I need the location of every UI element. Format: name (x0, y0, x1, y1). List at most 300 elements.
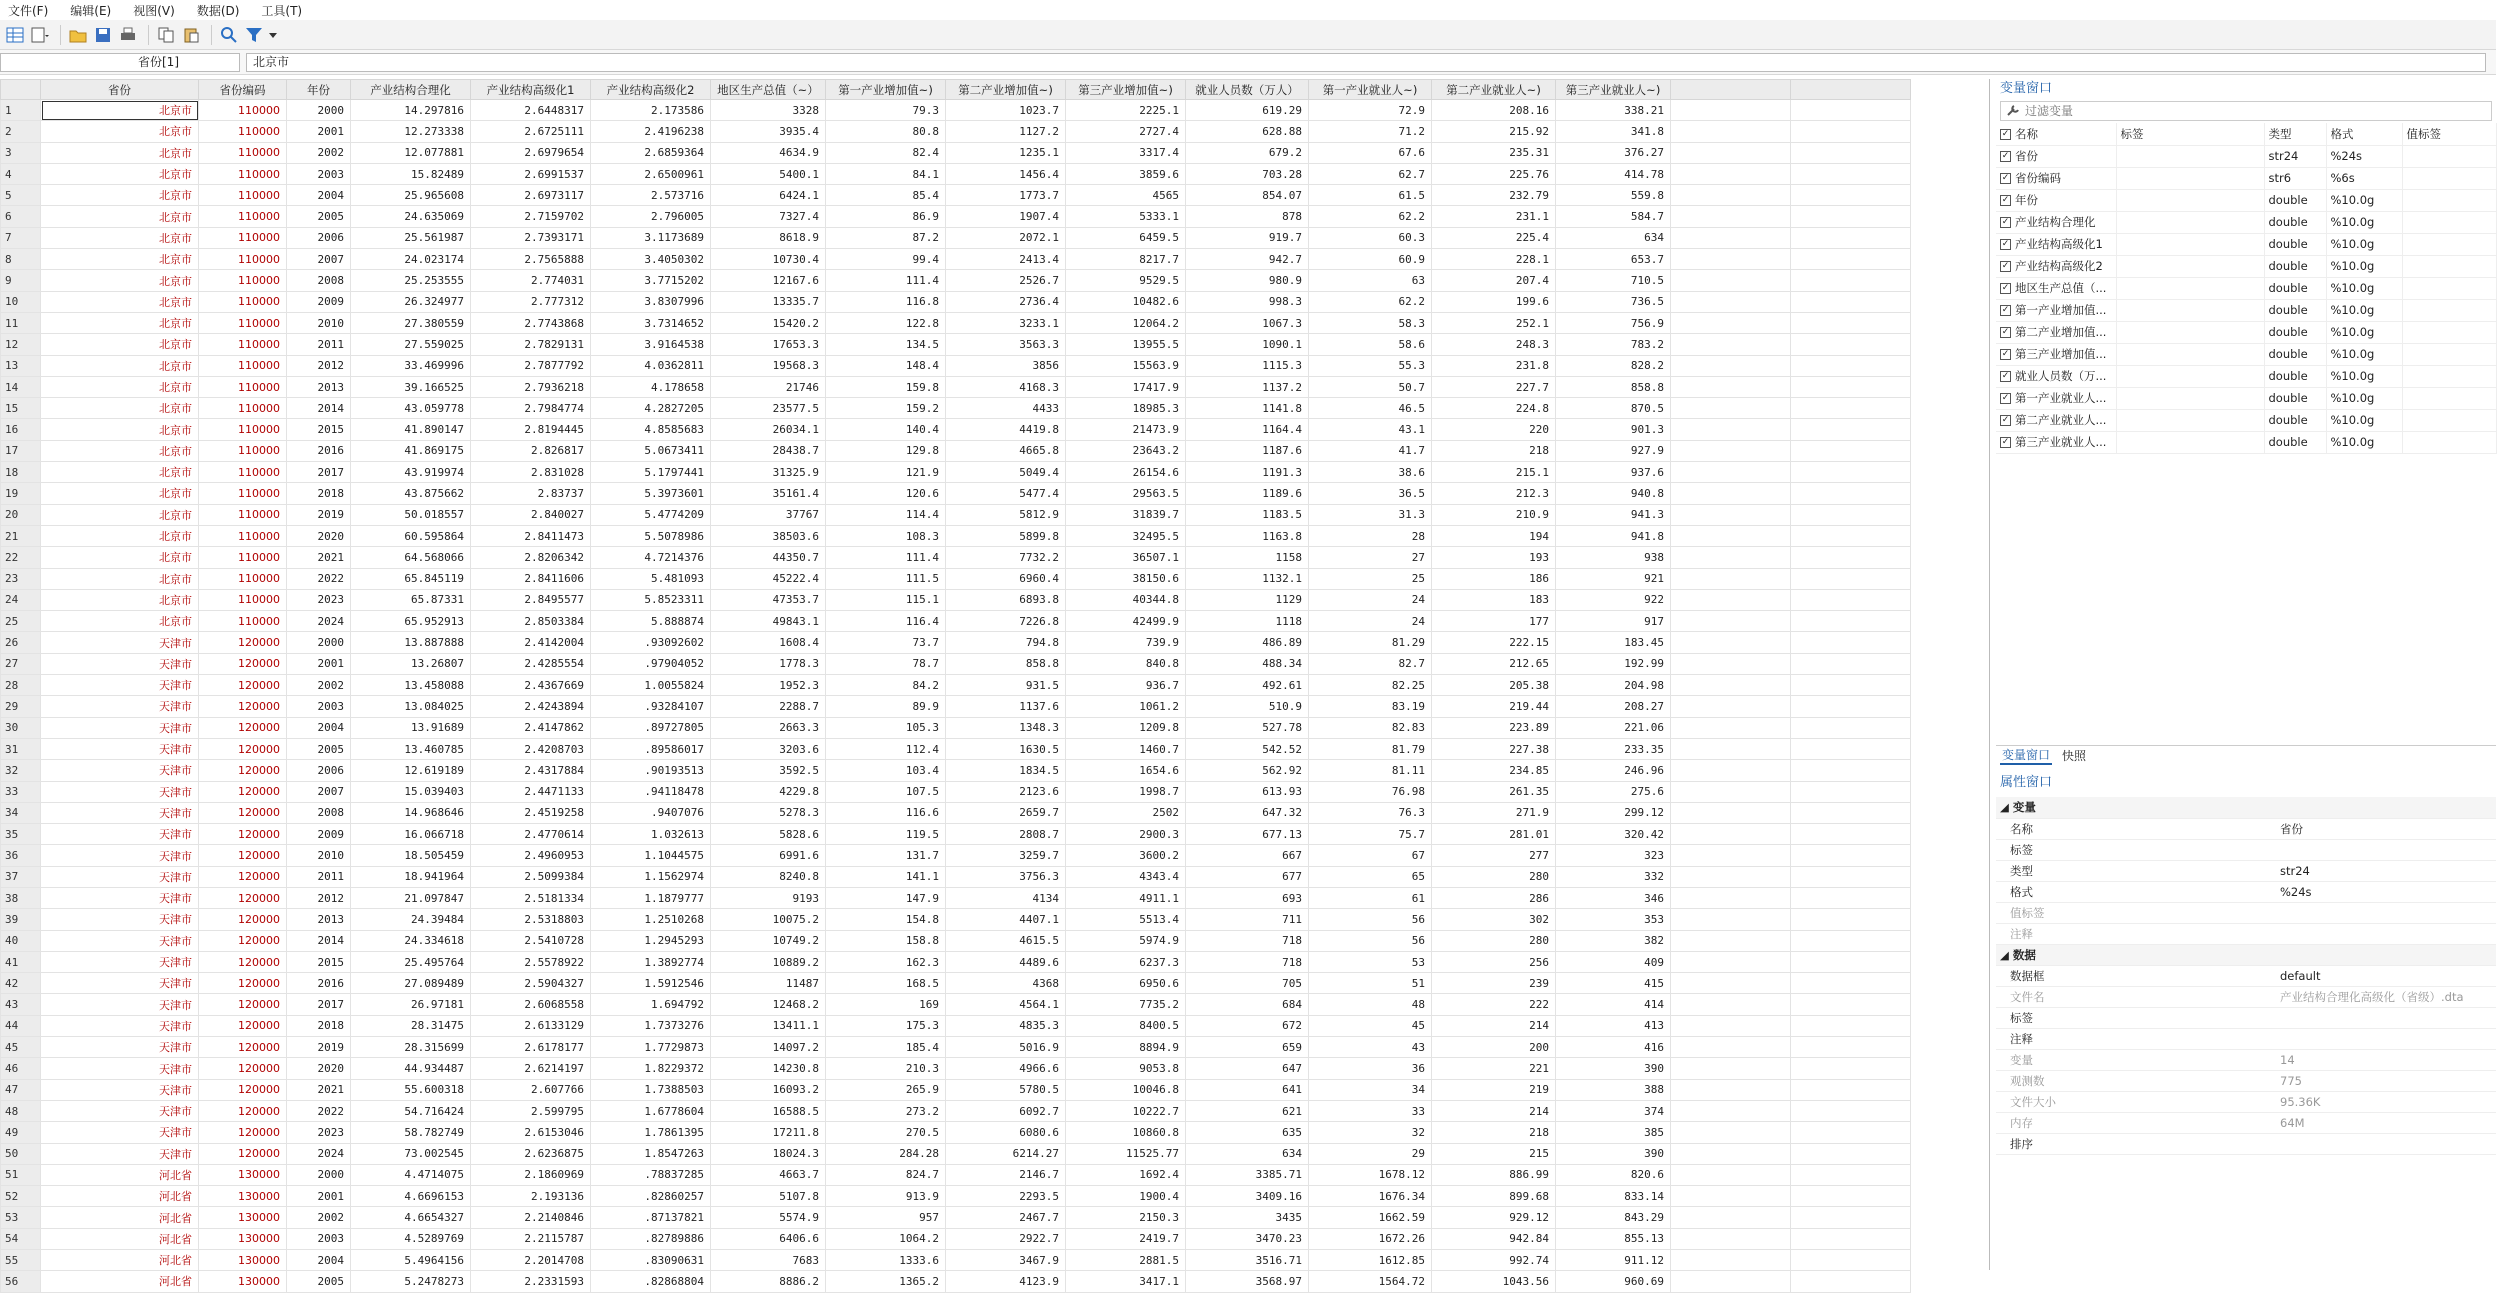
table-cell[interactable]: 23577.5 (711, 398, 826, 419)
table-cell[interactable]: 110000 (199, 142, 287, 163)
empty-cell[interactable] (1671, 909, 1791, 930)
empty-cell[interactable] (1671, 589, 1791, 610)
table-cell[interactable]: 1.6778604 (591, 1100, 711, 1121)
empty-cell[interactable] (1791, 951, 1911, 972)
table-cell[interactable]: 1612.85 (1309, 1250, 1432, 1271)
table-cell[interactable]: 2.8194445 (471, 419, 591, 440)
table-cell[interactable]: 13.458088 (351, 675, 471, 696)
table-cell[interactable]: 4.6696153 (351, 1186, 471, 1207)
table-cell[interactable]: 3592.5 (711, 760, 826, 781)
table-cell[interactable]: 北京市 (41, 355, 199, 376)
table-cell[interactable]: 10046.8 (1066, 1079, 1186, 1100)
table-cell[interactable]: 12.077881 (351, 142, 471, 163)
table-cell[interactable]: 140.4 (826, 419, 946, 440)
table-cell[interactable]: 2727.4 (1066, 121, 1186, 142)
property-row[interactable] (1996, 839, 2496, 860)
table-cell[interactable]: 148.4 (826, 355, 946, 376)
table-cell[interactable]: 231.8 (1432, 355, 1556, 376)
table-cell[interactable]: 2003 (287, 163, 351, 184)
empty-cell[interactable] (1791, 568, 1911, 589)
table-cell[interactable]: 1132.1 (1186, 568, 1309, 589)
column-header[interactable]: 产业结构高级化2 (591, 80, 711, 100)
table-cell[interactable]: 50.018557 (351, 504, 471, 525)
table-row[interactable] (1, 270, 1911, 291)
table-cell[interactable]: 7732.2 (946, 547, 1066, 568)
table-cell[interactable]: 112.4 (826, 738, 946, 759)
table-cell[interactable]: 北京市 (41, 483, 199, 504)
table-cell[interactable]: 131.7 (826, 845, 946, 866)
row-number[interactable]: 1 (1, 100, 41, 121)
table-cell[interactable]: 679.2 (1186, 142, 1309, 163)
table-cell[interactable]: 2008 (287, 802, 351, 823)
table-row[interactable] (1, 355, 1911, 376)
table-cell[interactable]: 794.8 (946, 632, 1066, 653)
table-cell[interactable]: 120000 (199, 930, 287, 951)
table-cell[interactable]: 79.3 (826, 100, 946, 121)
table-cell[interactable]: 824.7 (826, 1164, 946, 1185)
row-number[interactable]: 28 (1, 675, 41, 696)
table-cell[interactable]: 232.79 (1432, 185, 1556, 206)
table-cell[interactable]: 天津市 (41, 909, 199, 930)
chevron-down-icon[interactable] (268, 24, 278, 46)
table-row[interactable] (1, 142, 1911, 163)
table-cell[interactable]: 222 (1432, 994, 1556, 1015)
empty-cell[interactable] (1671, 930, 1791, 951)
table-cell[interactable]: 5974.9 (1066, 930, 1186, 951)
row-number[interactable]: 43 (1, 994, 41, 1015)
table-cell[interactable]: 2005 (287, 206, 351, 227)
empty-cell[interactable] (1791, 270, 1911, 291)
table-cell[interactable]: 120000 (199, 738, 287, 759)
variable-row[interactable] (1996, 321, 2496, 343)
table-cell[interactable]: 1023.7 (946, 100, 1066, 121)
table-cell[interactable]: 17653.3 (711, 334, 826, 355)
table-cell[interactable]: 992.74 (1432, 1250, 1556, 1271)
table-cell[interactable]: 2.4208703 (471, 738, 591, 759)
table-cell[interactable]: 2023 (287, 1122, 351, 1143)
empty-cell[interactable] (1671, 994, 1791, 1015)
table-cell[interactable]: 901.3 (1556, 419, 1671, 440)
table-cell[interactable]: 60.3 (1309, 227, 1432, 248)
table-cell[interactable]: 224.8 (1432, 398, 1556, 419)
save-icon[interactable] (92, 24, 114, 46)
checkbox-icon[interactable]: ✓ (2001, 283, 2010, 293)
table-cell[interactable]: 3233.1 (946, 312, 1066, 333)
empty-cell[interactable] (1791, 334, 1911, 355)
table-cell[interactable]: 215.92 (1432, 121, 1556, 142)
table-cell[interactable]: 2072.1 (946, 227, 1066, 248)
table-cell[interactable]: 26.324977 (351, 291, 471, 312)
table-cell[interactable]: 248.3 (1432, 334, 1556, 355)
table-row[interactable] (1, 845, 1911, 866)
property-value[interactable]: 省份 (2276, 818, 2496, 839)
table-cell[interactable]: 2024 (287, 1143, 351, 1164)
table-cell[interactable]: 73.002545 (351, 1143, 471, 1164)
empty-cell[interactable] (1671, 355, 1791, 376)
table-cell[interactable]: 214 (1432, 1015, 1556, 1036)
table-cell[interactable]: 1.7373276 (591, 1015, 711, 1036)
table-row[interactable] (1, 973, 1911, 994)
table-cell[interactable]: 北京市 (41, 589, 199, 610)
empty-cell[interactable] (1671, 887, 1791, 908)
table-cell[interactable]: 6893.8 (946, 589, 1066, 610)
table-cell[interactable]: 208.27 (1556, 696, 1671, 717)
empty-cell[interactable] (1791, 866, 1911, 887)
table-row[interactable] (1, 994, 1911, 1015)
property-row[interactable] (1996, 1133, 2496, 1154)
table-cell[interactable]: 5333.1 (1066, 206, 1186, 227)
table-cell[interactable]: 28.31475 (351, 1015, 471, 1036)
property-row[interactable] (1996, 1112, 2496, 1133)
checkbox-icon[interactable]: ✓ (2001, 349, 2010, 359)
table-row[interactable] (1, 1186, 1911, 1207)
table-cell[interactable]: 4.5289769 (351, 1228, 471, 1249)
table-cell[interactable]: 3756.3 (946, 866, 1066, 887)
table-cell[interactable]: .93284107 (591, 696, 711, 717)
table-cell[interactable]: 1129 (1186, 589, 1309, 610)
table-cell[interactable]: 223.89 (1432, 717, 1556, 738)
table-cell[interactable]: 110000 (199, 504, 287, 525)
table-cell[interactable]: 221 (1432, 1058, 1556, 1079)
table-cell[interactable]: 5278.3 (711, 802, 826, 823)
table-cell[interactable]: 120000 (199, 887, 287, 908)
table-cell[interactable]: 18985.3 (1066, 398, 1186, 419)
empty-cell[interactable] (1671, 632, 1791, 653)
table-cell[interactable]: 4.0362811 (591, 355, 711, 376)
table-cell[interactable]: 177 (1432, 611, 1556, 632)
table-cell[interactable]: 62.2 (1309, 206, 1432, 227)
table-cell[interactable]: 390 (1556, 1058, 1671, 1079)
table-cell[interactable]: 6214.27 (946, 1143, 1066, 1164)
table-cell[interactable]: 843.29 (1556, 1207, 1671, 1228)
table-cell[interactable]: 北京市 (41, 142, 199, 163)
table-cell[interactable]: 天津市 (41, 887, 199, 908)
table-cell[interactable]: 1.5912546 (591, 973, 711, 994)
table-cell[interactable]: 1654.6 (1066, 760, 1186, 781)
table-cell[interactable]: 942.7 (1186, 249, 1309, 270)
table-cell[interactable]: 2.4960953 (471, 845, 591, 866)
table-cell[interactable]: 12.273338 (351, 121, 471, 142)
table-cell[interactable]: 677 (1186, 866, 1309, 887)
table-cell[interactable]: 72.9 (1309, 100, 1432, 121)
table-cell[interactable]: 2.6979654 (471, 142, 591, 163)
table-cell[interactable]: 710.5 (1556, 270, 1671, 291)
table-cell[interactable]: .90193513 (591, 760, 711, 781)
table-cell[interactable]: 2.6236875 (471, 1143, 591, 1164)
empty-cell[interactable] (1791, 930, 1911, 951)
table-cell[interactable]: 北京市 (41, 462, 199, 483)
empty-cell[interactable] (1791, 355, 1911, 376)
table-cell[interactable]: 天津市 (41, 802, 199, 823)
table-cell[interactable]: 北京市 (41, 185, 199, 206)
table-cell[interactable]: 14230.8 (711, 1058, 826, 1079)
table-cell[interactable]: 960.69 (1556, 1271, 1671, 1292)
table-cell[interactable]: 14.297816 (351, 100, 471, 121)
grid-view-icon[interactable] (4, 24, 26, 46)
table-cell[interactable]: 210.3 (826, 1058, 946, 1079)
row-number[interactable]: 42 (1, 973, 41, 994)
empty-cell[interactable] (1671, 1271, 1791, 1292)
table-cell[interactable]: 2.5410728 (471, 930, 591, 951)
table-cell[interactable]: 938 (1556, 547, 1671, 568)
empty-cell[interactable] (1791, 973, 1911, 994)
table-cell[interactable]: 1365.2 (826, 1271, 946, 1292)
empty-cell[interactable] (1671, 568, 1791, 589)
table-cell[interactable]: 183 (1432, 589, 1556, 610)
table-row[interactable] (1, 1015, 1911, 1036)
menu-data[interactable]: 数据(D) (196, 3, 240, 18)
table-cell[interactable]: 5477.4 (946, 483, 1066, 504)
table-cell[interactable]: 1.7861395 (591, 1122, 711, 1143)
table-cell[interactable]: 47353.7 (711, 589, 826, 610)
table-cell[interactable]: 302 (1432, 909, 1556, 930)
empty-cell[interactable] (1791, 845, 1911, 866)
table-cell[interactable]: 2001 (287, 121, 351, 142)
table-cell[interactable]: 10222.7 (1066, 1100, 1186, 1121)
checkbox-icon[interactable]: ✓ (2001, 371, 2010, 381)
table-cell[interactable]: 2526.7 (946, 270, 1066, 291)
property-value[interactable]: %24s (2276, 881, 2496, 902)
table-cell[interactable]: 2.4147862 (471, 717, 591, 738)
empty-cell[interactable] (1791, 1228, 1911, 1249)
table-cell[interactable]: 16588.5 (711, 1100, 826, 1121)
table-cell[interactable]: 36 (1309, 1058, 1432, 1079)
table-cell[interactable]: 1564.72 (1309, 1271, 1432, 1292)
table-cell[interactable]: 154.8 (826, 909, 946, 930)
table-cell[interactable]: 820.6 (1556, 1164, 1671, 1185)
table-cell[interactable]: 1164.4 (1186, 419, 1309, 440)
property-row[interactable] (1996, 1091, 2496, 1112)
table-cell[interactable]: 416 (1556, 1037, 1671, 1058)
property-value[interactable] (2276, 902, 2496, 923)
table-cell[interactable]: 2.7743868 (471, 312, 591, 333)
property-value[interactable] (2276, 839, 2496, 860)
empty-cell[interactable] (1671, 270, 1791, 291)
table-cell[interactable]: 4343.4 (1066, 866, 1186, 887)
table-row[interactable] (1, 249, 1911, 270)
table-cell[interactable]: 628.88 (1186, 121, 1309, 142)
table-cell[interactable]: 2020 (287, 525, 351, 546)
column-header[interactable]: 地区生产总值（~） (711, 80, 826, 100)
row-number[interactable]: 49 (1, 1122, 41, 1143)
table-cell[interactable]: 12.619189 (351, 760, 471, 781)
table-cell[interactable]: 205.38 (1432, 675, 1556, 696)
table-cell[interactable]: 4.8585683 (591, 419, 711, 440)
empty-cell[interactable] (1671, 1228, 1791, 1249)
table-cell[interactable]: 2012 (287, 887, 351, 908)
table-cell[interactable]: 84.2 (826, 675, 946, 696)
table-cell[interactable]: 2.193136 (471, 1186, 591, 1207)
table-cell[interactable]: 214 (1432, 1100, 1556, 1121)
table-cell[interactable]: 50.7 (1309, 376, 1432, 397)
table-row[interactable] (1, 1122, 1911, 1143)
table-cell[interactable]: 北京市 (41, 376, 199, 397)
column-header[interactable]: 省份编码 (199, 80, 287, 100)
table-cell[interactable]: 北京市 (41, 568, 199, 589)
table-cell[interactable]: 5.4774209 (591, 504, 711, 525)
table-cell[interactable]: 60.595864 (351, 525, 471, 546)
table-cell[interactable]: 3.9164538 (591, 334, 711, 355)
table-cell[interactable]: 234.85 (1432, 760, 1556, 781)
table-cell[interactable]: 2.826817 (471, 440, 591, 461)
table-cell[interactable]: 2.6133129 (471, 1015, 591, 1036)
table-cell[interactable]: 346 (1556, 887, 1671, 908)
var-header-value-label[interactable]: 值标签 (2402, 123, 2496, 145)
table-cell[interactable]: 936.7 (1066, 675, 1186, 696)
table-cell[interactable]: 2002 (287, 1207, 351, 1228)
table-cell[interactable]: 41.869175 (351, 440, 471, 461)
table-cell[interactable]: 667 (1186, 845, 1309, 866)
table-cell[interactable]: 北京市 (41, 611, 199, 632)
empty-cell[interactable] (1791, 802, 1911, 823)
var-header-label[interactable]: 标签 (2116, 123, 2264, 145)
row-number[interactable]: 46 (1, 1058, 41, 1079)
table-cell[interactable]: 110000 (199, 291, 287, 312)
menu-view[interactable]: 视图(V) (133, 3, 175, 18)
table-cell[interactable]: 82.4 (826, 142, 946, 163)
empty-cell[interactable] (1671, 845, 1791, 866)
table-cell[interactable]: 3417.1 (1066, 1271, 1186, 1292)
table-cell[interactable]: 9053.8 (1066, 1058, 1186, 1079)
table-cell[interactable]: 8886.2 (711, 1271, 826, 1292)
table-cell[interactable]: 12064.2 (1066, 312, 1186, 333)
table-row[interactable] (1, 547, 1911, 568)
table-row[interactable] (1, 675, 1911, 696)
table-cell[interactable]: 67.6 (1309, 142, 1432, 163)
table-cell[interactable]: 2015 (287, 419, 351, 440)
table-cell[interactable]: 2019 (287, 1037, 351, 1058)
table-cell[interactable]: 27.380559 (351, 312, 471, 333)
table-cell[interactable]: 130000 (199, 1207, 287, 1228)
table-cell[interactable]: 110000 (199, 589, 287, 610)
table-cell[interactable]: 116.4 (826, 611, 946, 632)
table-cell[interactable]: 25 (1309, 568, 1432, 589)
table-cell[interactable]: 2419.7 (1066, 1228, 1186, 1249)
table-cell[interactable]: 1.032613 (591, 824, 711, 845)
table-cell[interactable]: 3470.23 (1186, 1228, 1309, 1249)
table-cell[interactable]: 119.5 (826, 824, 946, 845)
table-cell[interactable]: 48 (1309, 994, 1432, 1015)
table-cell[interactable]: 天津市 (41, 1122, 199, 1143)
table-cell[interactable]: 2.5904327 (471, 973, 591, 994)
table-cell[interactable]: 21.097847 (351, 887, 471, 908)
table-cell[interactable]: 25.253555 (351, 270, 471, 291)
table-cell[interactable]: 5.2478273 (351, 1271, 471, 1292)
table-cell[interactable]: 2.1860969 (471, 1164, 591, 1185)
table-cell[interactable]: 6092.7 (946, 1100, 1066, 1121)
table-cell[interactable]: 2.6500961 (591, 163, 711, 184)
table-cell[interactable]: 18.941964 (351, 866, 471, 887)
table-cell[interactable]: 183.45 (1556, 632, 1671, 653)
row-number[interactable]: 25 (1, 611, 41, 632)
variable-row[interactable] (1996, 211, 2496, 233)
table-cell[interactable]: 584.7 (1556, 206, 1671, 227)
table-cell[interactable]: 58.6 (1309, 334, 1432, 355)
table-cell[interactable]: 26154.6 (1066, 462, 1186, 483)
table-cell[interactable]: 5.0673411 (591, 440, 711, 461)
table-cell[interactable]: 19568.3 (711, 355, 826, 376)
table-cell[interactable]: 130000 (199, 1186, 287, 1207)
table-cell[interactable]: 10749.2 (711, 930, 826, 951)
table-cell[interactable]: 756.9 (1556, 312, 1671, 333)
table-cell[interactable]: 4407.1 (946, 909, 1066, 930)
table-cell[interactable]: 108.3 (826, 525, 946, 546)
table-cell[interactable]: 854.07 (1186, 185, 1309, 206)
table-row[interactable] (1, 930, 1911, 951)
table-cell[interactable]: 5574.9 (711, 1207, 826, 1228)
table-cell[interactable]: .87137821 (591, 1207, 711, 1228)
table-cell[interactable]: 619.29 (1186, 100, 1309, 121)
table-cell[interactable]: 1127.2 (946, 121, 1066, 142)
row-number[interactable]: 55 (1, 1250, 41, 1271)
empty-cell[interactable] (1671, 781, 1791, 802)
collapse-icon[interactable]: ◢ (2000, 800, 2013, 815)
table-cell[interactable]: 332 (1556, 866, 1671, 887)
cell-value-field[interactable]: 北京市 (246, 53, 2486, 72)
empty-cell[interactable] (1671, 249, 1791, 270)
table-row[interactable] (1, 1058, 1911, 1079)
table-cell[interactable]: 天津市 (41, 1058, 199, 1079)
table-cell[interactable]: 10482.6 (1066, 291, 1186, 312)
table-cell[interactable]: 110000 (199, 611, 287, 632)
table-cell[interactable]: 北京市 (41, 163, 199, 184)
table-cell[interactable]: 2011 (287, 334, 351, 355)
table-cell[interactable]: 120000 (199, 1015, 287, 1036)
table-cell[interactable]: 33.469996 (351, 355, 471, 376)
table-cell[interactable]: 219 (1432, 1079, 1556, 1100)
table-cell[interactable]: 2.173586 (591, 100, 711, 121)
table-cell[interactable]: 2015 (287, 951, 351, 972)
table-cell[interactable]: 212.65 (1432, 653, 1556, 674)
menu-file[interactable]: 文件(F) (8, 3, 49, 18)
table-cell[interactable]: 114.4 (826, 504, 946, 525)
empty-cell[interactable] (1791, 100, 1911, 121)
row-number[interactable]: 9 (1, 270, 41, 291)
table-cell[interactable]: 2003 (287, 1228, 351, 1249)
empty-cell[interactable] (1791, 547, 1911, 568)
table-cell[interactable]: 34 (1309, 1079, 1432, 1100)
empty-cell[interactable] (1671, 866, 1791, 887)
table-cell[interactable]: 5.4964156 (351, 1250, 471, 1271)
table-cell[interactable]: 2.831028 (471, 462, 591, 483)
row-number[interactable]: 39 (1, 909, 41, 930)
table-cell[interactable]: 141.1 (826, 866, 946, 887)
table-cell[interactable]: 2010 (287, 312, 351, 333)
table-cell[interactable]: 1630.5 (946, 738, 1066, 759)
table-cell[interactable]: 17417.9 (1066, 376, 1186, 397)
table-cell[interactable]: 天津市 (41, 632, 199, 653)
table-cell[interactable]: 911.12 (1556, 1250, 1671, 1271)
table-cell[interactable]: 1900.4 (1066, 1186, 1186, 1207)
empty-cell[interactable] (1671, 206, 1791, 227)
table-cell[interactable]: 2.6068558 (471, 994, 591, 1015)
table-row[interactable] (1, 717, 1911, 738)
table-cell[interactable]: 15563.9 (1066, 355, 1186, 376)
table-cell[interactable]: 2.4196238 (591, 121, 711, 142)
table-row[interactable] (1, 824, 1911, 845)
table-cell[interactable]: 81.29 (1309, 632, 1432, 653)
table-cell[interactable]: 4911.1 (1066, 887, 1186, 908)
table-cell[interactable]: 200 (1432, 1037, 1556, 1058)
table-cell[interactable]: 4.4714075 (351, 1164, 471, 1185)
table-cell[interactable]: 1137.2 (1186, 376, 1309, 397)
table-cell[interactable]: 3.7314652 (591, 312, 711, 333)
empty-cell[interactable] (1791, 611, 1911, 632)
filter-icon[interactable] (243, 24, 265, 46)
table-cell[interactable]: 168.5 (826, 973, 946, 994)
table-cell[interactable]: 940.8 (1556, 483, 1671, 504)
table-cell[interactable]: 192.99 (1556, 653, 1671, 674)
